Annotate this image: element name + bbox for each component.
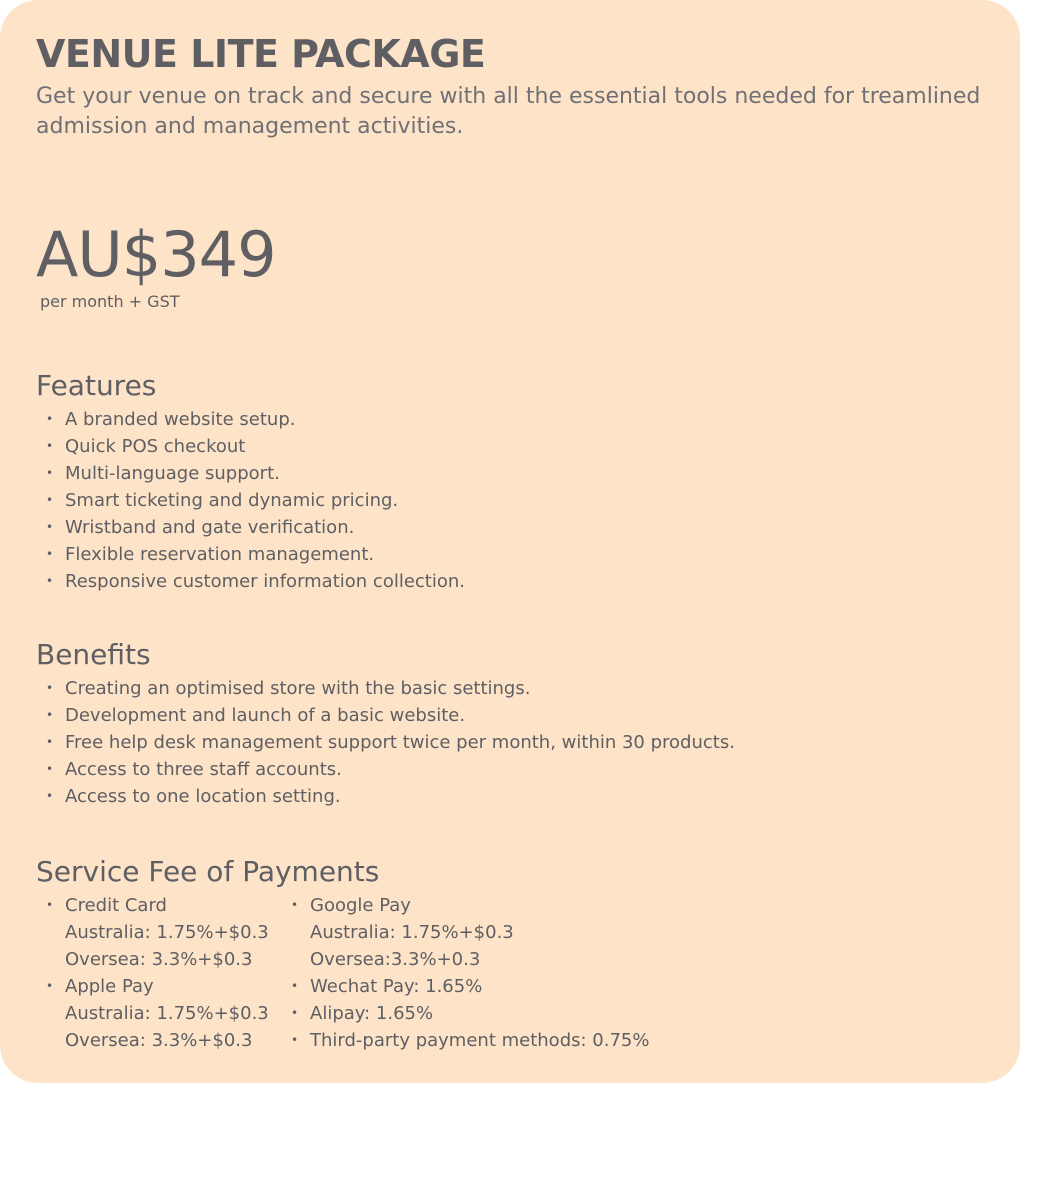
package-price: AU$349 [36, 218, 276, 291]
fee-item-third-party: • Third-party payment methods: 0.75% [291, 1027, 649, 1054]
feature-item: • A branded website setup. [46, 406, 984, 433]
benefit-item: • Access to one location setting. [46, 783, 984, 810]
fee-item-alipay: • Alipay: 1.65% [291, 1000, 649, 1027]
fees-right-column [291, 892, 649, 1054]
fee-oversea: Oversea: 3.3%+$0.3 [65, 949, 253, 970]
fees-left-column [46, 892, 291, 1054]
fee-oversea: Oversea: 3.3%+$0.3 [65, 1030, 253, 1051]
fees-heading: Service Fee of Payments [36, 855, 380, 888]
feature-item: • Responsive customer information collection. [46, 568, 984, 595]
fee-australia: Australia: 1.75%+$0.3 [65, 1003, 269, 1024]
fee-method-name: • Google Pay [310, 895, 411, 916]
feature-item: • Quick POS checkout [46, 433, 984, 460]
package-title: VENUE LITE PACKAGE [36, 32, 486, 76]
fee-item-wechat-pay: • Wechat Pay: 1.65% [291, 973, 649, 1000]
fee-item-apple-pay [46, 973, 291, 1054]
features-heading: Features [36, 369, 157, 402]
fee-method-name: • Apple Pay [65, 976, 154, 997]
benefit-item: • Free help desk management support twice per month, within 30 products. [46, 729, 984, 756]
fees-columns [36, 892, 984, 1054]
features-list [36, 406, 984, 595]
feature-item: • Smart ticketing and dynamic pricing. [46, 487, 984, 514]
fee-oversea: Oversea:3.3%+0.3 [310, 949, 481, 970]
benefit-item: • Development and launch of a basic website. [46, 702, 984, 729]
package-description: Get your venue on track and secure with all the essential tools needed for treamlined admission and management activities. [36, 84, 981, 139]
benefit-item: • Creating an optimised store with the basic settings. [46, 675, 984, 702]
benefits-list [36, 675, 984, 810]
price-note: per month + GST [40, 292, 180, 311]
fee-australia: Australia: 1.75%+$0.3 [65, 922, 269, 943]
benefit-item: • Access to three staff accounts. [46, 756, 984, 783]
feature-item: • Flexible reservation management. [46, 541, 984, 568]
fee-item-google-pay [291, 892, 649, 973]
fee-method-name: • Credit Card [65, 895, 167, 916]
feature-item: • Multi-language support. [46, 460, 984, 487]
fee-item-credit-card [46, 892, 291, 973]
feature-item: • Wristband and gate verification. [46, 514, 984, 541]
benefits-heading: Benefits [36, 638, 151, 671]
fee-australia: Australia: 1.75%+$0.3 [310, 922, 514, 943]
